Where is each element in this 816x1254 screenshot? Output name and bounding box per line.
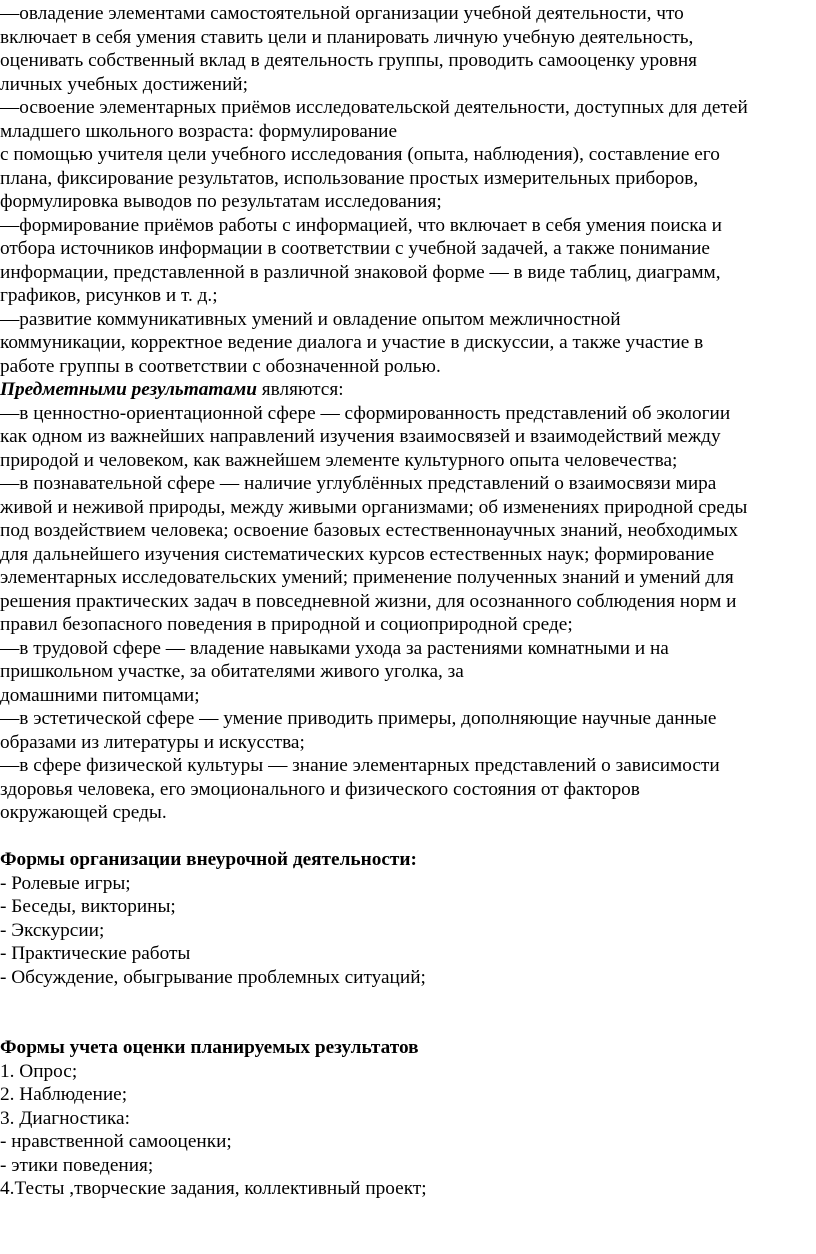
text-line: включает в себя умения ставить цели и планировать личную учебную деятельность, — [0, 26, 694, 48]
assessment-forms-section — [0, 1036, 810, 1201]
text-line: младшего школьного возраста: формулирование — [0, 120, 398, 142]
list-item: - Беседы, викторины; — [0, 896, 176, 917]
text-line: здоровья человека, его эмоционального и физического состояния от факторов — [0, 778, 640, 800]
text-line: —развитие коммуникативных умений и овладение опытом межличностной — [0, 308, 621, 330]
subject-results-block — [0, 378, 810, 825]
text-line: —овладение элементами самостоятельной организации учебной деятельности, что — [0, 3, 684, 24]
list-item: - нравственной самооценки; — [0, 1131, 232, 1152]
spacer — [0, 1013, 810, 1037]
activity-forms-heading: Формы организации внеурочной деятельности: — [0, 849, 417, 870]
text-line: пришкольном участке, за обитателями живого уголка, за — [0, 661, 464, 682]
list-item: - Ролевые игры; — [0, 872, 131, 894]
list-item: - Экскурсии; — [0, 919, 105, 941]
text-line: личных учебных достижений; — [0, 73, 248, 95]
list-item: - Практические работы — [0, 943, 191, 964]
text-line: —в ценностно-ориентационной сфере — сформированность представлений об экологии — [0, 402, 731, 424]
list-item: 2. Наблюдение; — [0, 1084, 128, 1105]
list-item: 3. Диагностика: — [0, 1107, 130, 1129]
list-item: - этики поведения; — [0, 1154, 154, 1176]
text-line: как одном из важнейших направлений изучения взаимосвязей и взаимодействий между — [0, 426, 721, 447]
text-line: решения практических задач в повседневной жизни, для осознанного соблюдения норм и — [0, 590, 737, 612]
subject-results-heading — [0, 378, 810, 402]
text-line: природой и человеком, как важнейшем элементе культурного опыта человечества; — [0, 449, 678, 471]
assessment-forms-heading: Формы учета оценки планируемых результатов — [0, 1037, 419, 1058]
meta-results-block — [0, 2, 810, 378]
text-line: живой и неживой природы, между живыми организмами; об изменениях природной среды — [0, 496, 748, 518]
text-line: оценивать собственный вклад в деятельность группы, проводить самооценку уровня — [0, 50, 698, 71]
text-line: информации, представленной в различной знаковой форме — в виде таблиц, диаграмм, — [0, 261, 721, 283]
text-line: элементарных исследовательских умений; применение полученных знаний и умений для — [0, 567, 734, 588]
text-line: правил безопасного поведения в природной и социоприродной среде; — [0, 614, 573, 635]
text-line: —в сфере физической культуры — знание элементарных представлений о зависимости — [0, 755, 720, 776]
text-line: с помощью учителя цели учебного исследования (опыта, наблюдения), составление его — [0, 144, 720, 165]
text-line: —в эстетической сфере — умение приводить примеры, дополняющие научные данные — [0, 708, 717, 729]
text-line: окружающей среды. — [0, 802, 167, 823]
text-line: плана, фиксирование результатов, использование простых измерительных приборов, — [0, 167, 699, 189]
text-line: формулировка выводов по результатам исследования; — [0, 191, 442, 212]
text-line: работе группы в соответствии с обозначенной ролью. — [0, 355, 441, 377]
text-line: коммуникации, корректное ведение диалога и участие в дискуссии, а также участие в — [0, 332, 704, 353]
spacer — [0, 825, 810, 849]
text-line: для дальнейшего изучения систематических курсов естественных наук; формирование — [0, 543, 715, 565]
text-line: под воздействием человека; освоение базовых естественнонаучных знаний, необходимых — [0, 520, 739, 541]
text-line: —в познавательной сфере — наличие углублённых представлений о взаимосвязи мира — [0, 473, 717, 494]
activity-forms-section — [0, 848, 810, 989]
subject-results-heading-bold: Предметными результатами — [0, 379, 257, 400]
list-item: 1. Опрос; — [0, 1060, 78, 1082]
list-item: - Обсуждение, обыгрывание проблемных ситуаций; — [0, 966, 426, 988]
text-line: отбора источников информации в соответствии с учебной задачей, а также понимание — [0, 238, 710, 259]
text-line: образами из литературы и искусства; — [0, 731, 305, 753]
text-line: домашними питомцами; — [0, 684, 200, 706]
text-line: —в трудовой сфере — владение навыками ухода за растениями комнатными и на — [0, 637, 669, 659]
text-line: графиков, рисунков и т. д.; — [0, 285, 218, 306]
document-page — [0, 2, 810, 1201]
list-item: 4.Тесты ,творческие задания, коллективный проект; — [0, 1178, 427, 1199]
spacer — [0, 989, 810, 1013]
subject-results-heading-rest: являются: — [256, 379, 344, 400]
text-line: —формирование приёмов работы с информацией, что включает в себя умения поиска и — [0, 214, 722, 236]
text-line: —освоение элементарных приёмов исследовательской деятельности, доступных для детей — [0, 97, 748, 118]
